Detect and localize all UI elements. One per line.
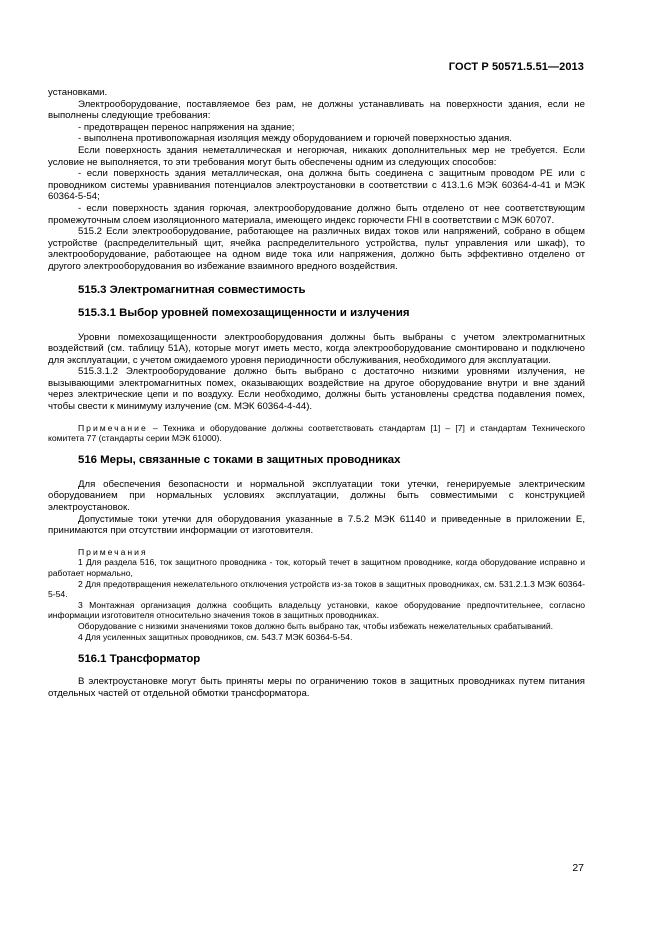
paragraph: Допустимые токи утечки для оборудования указанные в 7.5.2 МЭК 61140 и приведенные в приложении Е, принимаются при отсутствии информации от изготовителя.: [48, 513, 585, 537]
page-body: [48, 87, 585, 699]
heading-515-3: 515.3 Электромагнитная совместимость: [78, 283, 306, 296]
list-item: - если поверхность здания металлическая, она должна быть соединена с защитным проводом PE или с проводником системы уравнивания потенциалов электроустановки в соответствии с 413.1.6 МЭК 60364-4-41 и МЭК 60364-5-54;: [48, 168, 585, 203]
note-item: 1 Для раздела 516, ток защитного проводника - ток, который течет в защитном проводнике, когда оборудование исправно и работает нормально,: [48, 557, 585, 578]
paragraph: установками.: [48, 87, 108, 98]
paragraph: Уровни помехозащищенности электрооборудования должны быть выбраны с учетом электромагнитных воздействий (см. таблицу 51А), которые могут иметь место, когда электрооборудование смонтировано и подключено для эксплуатации, с учетом ожидаемого уровня периодичности обслуживания, необходимого для эксплуатации.: [48, 331, 585, 366]
paragraph: В электроустановке могут быть приняты меры по ограничению токов в защитных проводниках путем питания отдельных частей от отдельной обмотки трансформатора.: [48, 676, 585, 699]
note-item: 2 Для предотвращения нежелательного отключения устройств из-за токов в защитных проводниках, см. 531.2.1.3 МЭК 60364-5-54.: [48, 578, 585, 600]
note-text: – Техника и оборудование должны соответствовать стандартам [1] – [7] и стандартам Технического комитета 77 (стандарты серии МЭК 61000).: [48, 422, 585, 444]
standard-header: ГОСТ Р 50571.5.51—2013: [448, 61, 584, 73]
heading-515-3-1: 515.3.1 Выбор уровней помехозащищенности и излучения: [78, 306, 410, 319]
note-item: 3 Монтажная организация должна сообщить владельцу установки, какое оборудование предпочтительнее, согласно информации изготовителя относительно значения токов в защитных проводниках.: [48, 599, 585, 621]
heading-516-1: 516.1 Трансформатор: [78, 653, 201, 666]
paragraph: Если поверхность здания неметаллическая и негорючая, никаких дополнительных мер не требуется. Если условие не выполняется, то эти требования могут быть обеспечены одним из следующих способов:: [48, 144, 585, 168]
list-item: - выполнена противопожарная изоляция между оборудованием и горючей поверхностью здания.: [78, 133, 512, 145]
page-number: 27: [572, 862, 584, 874]
paragraph: Электрооборудование, поставляемое без рам, не должны устанавливать на поверхности здания, если не выполнены следующие требования:: [48, 98, 585, 122]
heading-516: 516 Меры, связанные с токами в защитных проводниках: [78, 453, 401, 466]
note-item: 4 Для усиленных защитных проводников, см. 543.7 МЭК 60364-5-54.: [78, 631, 353, 642]
list-item: - предотвращен перенос напряжения на здание;: [78, 121, 295, 133]
list-item: - если поверхность здания горючая, электрооборудование должно быть отделено от нее соответствующим промежуточным слоем изоляционного материала, имеющего индекс горючести FHI в соответствии с МЭК 60707.: [48, 202, 585, 226]
notes-label-text: Примечания: [78, 546, 148, 557]
note: [48, 423, 585, 444]
paragraph: Для обеспечения безопасности и нормальной эксплуатации токи утечки, генерируемые электрическим оборудованием при нормальных условиях эксплуатации, должны быть совместимыми с конструкцией электроустановок.: [48, 478, 585, 514]
paragraph-515-2: 515.2 Если электрооборудование, работающее на различных видах токов или напряжений, собрано в общем устройстве (распределительный щит, ячейка распределительного устройства, пульт управления или шкаф), то электрооборудование, работающее на одном виде тока или напряжения, должно быть эффективно отделено от другого электрооборудования во избежание взаимного вредного воздействия.: [48, 226, 585, 272]
note-label: Примечание: [78, 422, 148, 433]
note-item: Оборудование с низкими значениями токов должно быть выбрано так, чтобы избежать нежелательных срабатываний.: [78, 620, 554, 631]
paragraph-515-3-1-2: 515.3.1.2 Электрооборудование должно быть выбрано с достаточно низкими уровнями излучения, не вызывающими электромагнитных помех, оказывающих воздействие на другое оборудование внутри и вне зданий через электрические цепи и по воздуху. Если необходимо, должны быть установлены средства подавления помех, чтобы свести к минимуму излучение (см. МЭК 60364-4-44).: [48, 366, 585, 413]
notes-block: [48, 547, 585, 642]
notes-label: [48, 547, 585, 558]
